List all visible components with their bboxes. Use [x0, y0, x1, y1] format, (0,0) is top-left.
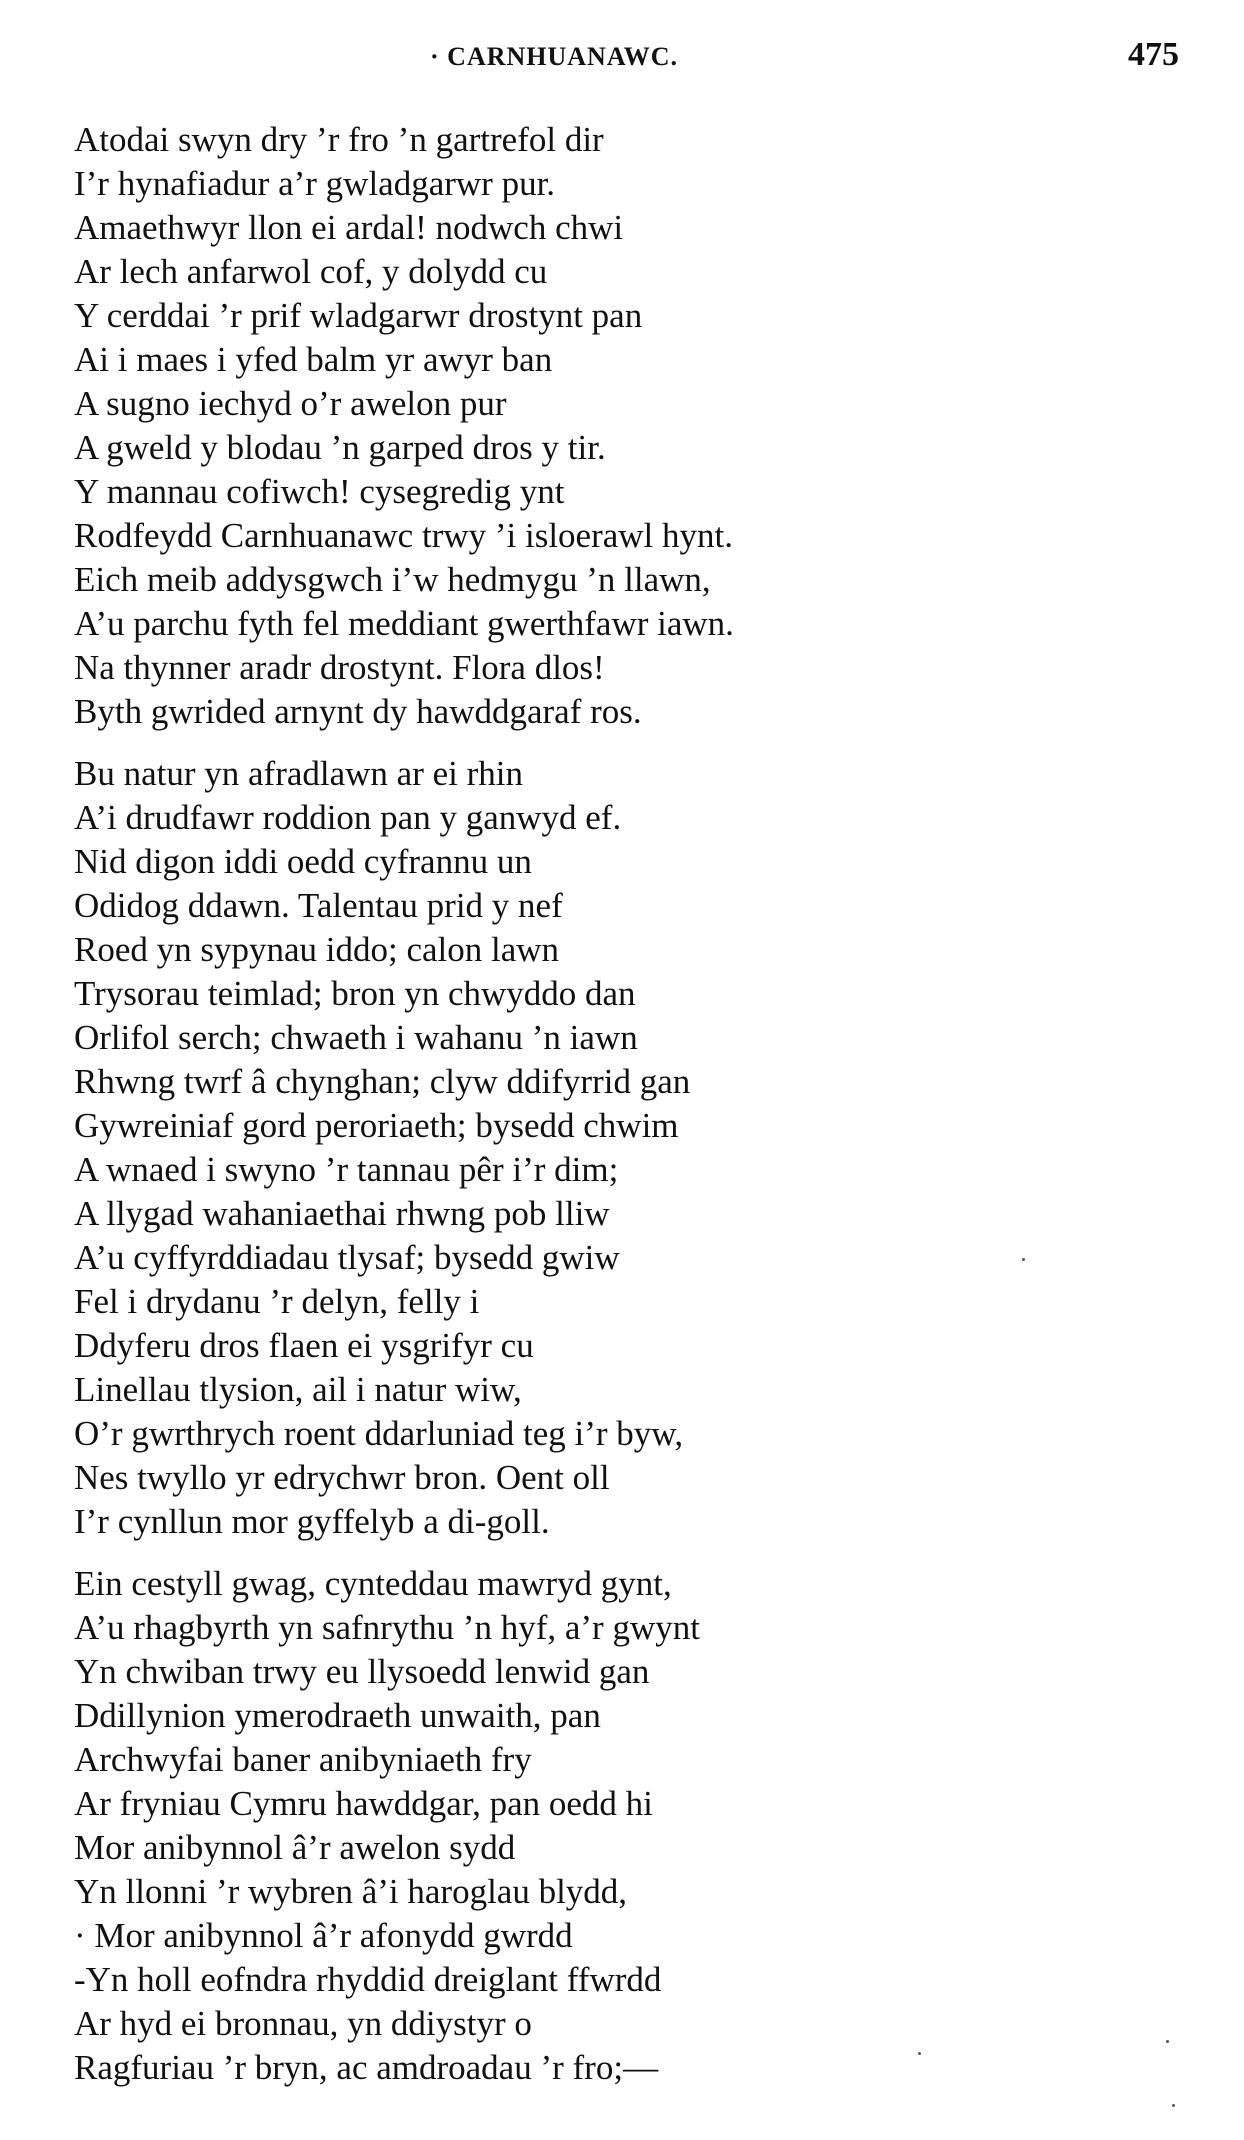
poem-line: Fel i drydanu ’r delyn, felly i: [74, 1282, 480, 1321]
poem-line: Ar lech anfarwol cof, y dolydd cu: [74, 252, 548, 291]
poem-line: A llygad wahaniaethai rhwng pob lliw: [74, 1194, 610, 1233]
poem-line: Byth gwrided arnynt dy hawddgaraf ros.: [74, 692, 642, 731]
poem-line: Ragfuriau ’r bryn, ac amdroadau ’r fro;—: [74, 2048, 659, 2087]
stanza-2: [74, 752, 1194, 1544]
poem-line: Mor anibynnol â’r awelon sydd: [74, 1828, 516, 1867]
poem-line: Yn llonni ’r wybren â’i haroglau blydd,: [74, 1872, 628, 1911]
poem-line: A’u cyffyrddiadau tlysaf; bysedd gwiw: [74, 1238, 620, 1277]
poem-line: Nid digon iddi oedd cyfrannu un: [74, 842, 532, 881]
poem-line: Amaethwyr llon ei ardal! nodwch chwi: [74, 208, 624, 247]
poem-line: Bu natur yn afradlawn ar ei rhin: [74, 754, 524, 793]
poem-line: Ddyferu dros flaen ei ysgrifyr cu: [74, 1326, 534, 1365]
print-speck: [1172, 2104, 1175, 2107]
poem-line: Roed yn sypynau iddo; calon lawn: [74, 930, 560, 969]
poem-line: Ein cestyll gwag, cynteddau mawryd gynt,: [74, 1564, 672, 1603]
poem-line: O’r gwrthrych roent ddarluniad teg i’r byw,: [74, 1414, 684, 1453]
poem-line: A’i drudfawr roddion pan y ganwyd ef.: [74, 798, 622, 837]
poem-line: A gweld y blodau ’n garped dros y tir.: [74, 428, 606, 467]
poem-body: [74, 118, 1194, 2108]
poem-line: Rodfeydd Carnhuanawc trwy ’i isloerawl hynt.: [74, 516, 734, 555]
poem-line: A’u rhagbyrth yn safnrythu ’n hyf, a’r gwynt: [74, 1608, 700, 1647]
poem-line: I’r hynafiadur a’r gwladgarwr pur.: [74, 164, 556, 203]
poem-line: A sugno iechyd o’r awelon pur: [74, 384, 507, 423]
poem-line: -Yn holl eofndra rhyddid dreiglant ffwrdd: [74, 1960, 662, 1999]
poem-line: Ar hyd ei bronnau, yn ddiystyr o: [74, 2004, 532, 2043]
running-title: · CARNHUANAWC.: [430, 42, 678, 71]
poem-line: Ar fryniau Cymru hawddgar, pan oedd hi: [74, 1784, 653, 1823]
poem-line: I’r cynllun mor gyffelyb a di-goll.: [74, 1502, 550, 1541]
page-number: 475: [1128, 36, 1179, 73]
poem-line: Linellau tlysion, ail i natur wiw,: [74, 1370, 522, 1409]
poem-line: Eich meib addysgwch i’w hedmygu ’n llawn,: [74, 560, 711, 599]
poem-line: Y cerddai ’r prif wladgarwr drostynt pan: [74, 296, 643, 335]
stanza-3: [74, 1562, 1194, 2090]
poem-line: Yn chwiban trwy eu llysoedd lenwid gan: [74, 1652, 650, 1691]
print-speck: [1022, 1258, 1025, 1261]
poem-line: Gywreiniaf gord peroriaeth; bysedd chwim: [74, 1106, 679, 1145]
poem-line: Atodai swyn dry ’r fro ’n gartrefol dir: [74, 120, 604, 159]
print-speck: [1166, 2040, 1169, 2043]
poem-line: Orlifol serch; chwaeth i wahanu ’n iawn: [74, 1018, 638, 1057]
poem-line: Ddillynion ymerodraeth unwaith, pan: [74, 1696, 601, 1735]
stanza-1: [74, 118, 1194, 734]
poem-line: A’u parchu fyth fel meddiant gwerthfawr iawn.: [74, 604, 734, 643]
poem-line: Trysorau teimlad; bron yn chwyddo dan: [74, 974, 636, 1013]
poem-line: · Mor anibynnol â’r afonydd gwrdd: [74, 1916, 573, 1955]
running-header: [0, 36, 1244, 76]
poem-line: Rhwng twrf â chynghan; clyw ddifyrrid gan: [74, 1062, 691, 1101]
poem-line: Y mannau cofiwch! cysegredig ynt: [74, 472, 565, 511]
poem-line: Archwyfai baner anibyniaeth fry: [74, 1740, 532, 1779]
print-speck: [918, 2052, 921, 2055]
poem-line: Nes twyllo yr edrychwr bron. Oent oll: [74, 1458, 610, 1497]
poem-line: Na thynner aradr drostynt. Flora dlos!: [74, 648, 605, 687]
poem-line: Ai i maes i yfed balm yr awyr ban: [74, 340, 553, 379]
poem-line: A wnaed i swyno ’r tannau pêr i’r dim;: [74, 1150, 619, 1189]
poem-line: Odidog ddawn. Talentau prid y nef: [74, 886, 563, 925]
